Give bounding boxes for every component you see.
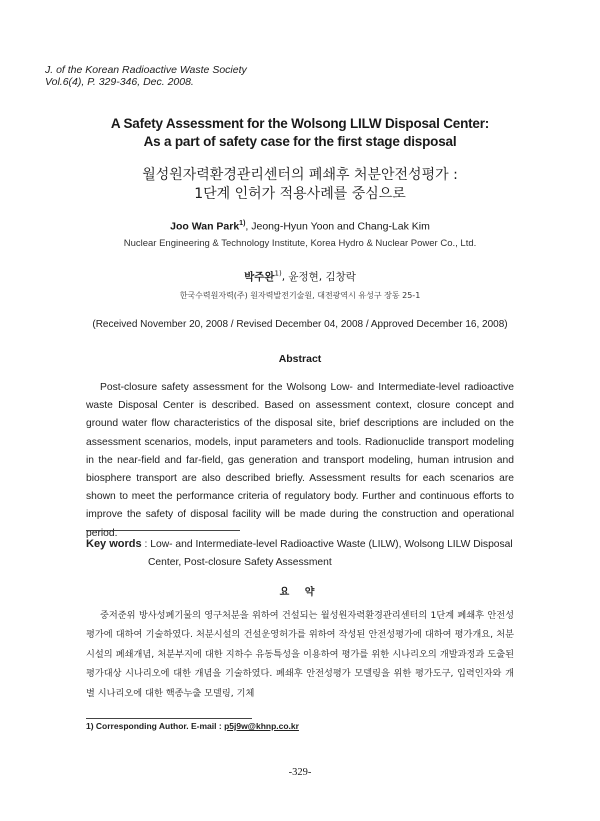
- corresponding-author-name: Joo Wan Park: [170, 220, 240, 233]
- keywords-divider: [86, 530, 240, 531]
- keywords-line-2: Center, Post-closure Safety Assessment: [148, 557, 332, 568]
- corresponding-author-footnote: [86, 721, 299, 731]
- english-authors: [0, 220, 600, 233]
- page-number: -329-: [288, 767, 312, 778]
- korean-title-line-2: 1단계 인허가 적용사례를 중심으로: [194, 186, 406, 202]
- korean-title-line-1: 월성원자력환경관리센터의 폐쇄후 처분안전성평가 :: [142, 167, 458, 183]
- korean-author-footnote-mark: 1): [274, 269, 282, 278]
- journal-citation: [45, 64, 247, 88]
- abstract-text: Post-closure safety assessment for the Wolsong Low- and Intermediate-level radioactive waste Disposal Center is described. Based on assessment context, closure concept and ground water flow characteristics of the disposal site, brief descriptions are included on the assessment scenarios, models, input parameters and tools. Radionuclide transport modeling in the near-field and far-field, gas generation and transport modeling, human intrusion and biosphere transport are also described briefly. Assessment results for each scenarios are shown to meet the performance criteria of regulatory body. Further and continuous efforts to improve the safety of disposal facility will be made during the construction and operational period.: [86, 382, 514, 539]
- english-affiliation: Nuclear Engineering & Technology Institute, Korea Hydro & Nuclear Power Co., Ltd.: [123, 238, 477, 249]
- korean-corresponding-author-name: 박주완: [244, 271, 275, 283]
- keywords-block: [86, 535, 516, 572]
- footnote-label: 1) Corresponding Author. E-mail :: [86, 721, 225, 731]
- journal-name: J. of the Korean Radioactive Waste Society: [45, 64, 247, 76]
- keywords-separator: :: [141, 539, 151, 550]
- received-dates: (Received November 20, 2008 / Revised December 04, 2008 / Approved December 16, 2008): [92, 319, 508, 330]
- english-title-line-2: As a part of safety case for the first stage disposal: [143, 134, 457, 149]
- korean-co-author-names: , 윤정현, 김창락: [281, 271, 356, 283]
- english-title: [0, 115, 600, 151]
- korean-abstract-heading: 요 약: [279, 587, 321, 598]
- english-title-line-1: A Safety Assessment for the Wolsong LILW Disposal Center:: [110, 116, 490, 131]
- author-footnote-mark: 1): [239, 220, 246, 227]
- co-author-names: , Jeong-Hyun Yoon and Chang-Lak Kim: [245, 220, 430, 233]
- korean-affiliation: 한국수력원자력(주) 원자력발전기술원, 대전광역시 유성구 장동 25-1: [179, 291, 421, 300]
- abstract-heading: Abstract: [278, 353, 322, 365]
- korean-authors: [0, 269, 600, 284]
- keywords-line-1: Low- and Intermediate-level Radioactive Waste (LILW), Wolsong LILW Disposal: [150, 539, 513, 550]
- korean-abstract-text: 중저준위 방사성폐기물의 영구처분을 위하여 건설되는 월성원자력환경관리센터의 1단계 폐쇄후 안전성평가에 대하여 기술하였다. 처분시설의 건설운영허가를 위하여 작성된 안전성평가에 대하여 평가개요, 처분시설의 폐쇄개념, 처분부지에 대한 지하수 유동특성을 이용하여 평가를 위한 시나리오의 개발과정과 도출된 평가대상 시나리오에 대한 개념을 기술하였다. 폐쇄후 안전성평가 모델링을 위한 평가도구, 입력인자와 개별 시나리오에 대한 핵종누출 모델링, 기체: [86, 610, 514, 699]
- keywords-label: Key words: [86, 538, 142, 550]
- korean-title: [0, 166, 600, 204]
- journal-volume: Vol.6(4), P. 329-346, Dec. 2008.: [45, 76, 194, 88]
- footnote-divider: [86, 718, 252, 719]
- author-email-link[interactable]: p5j9w@khnp.co.kr: [224, 721, 299, 731]
